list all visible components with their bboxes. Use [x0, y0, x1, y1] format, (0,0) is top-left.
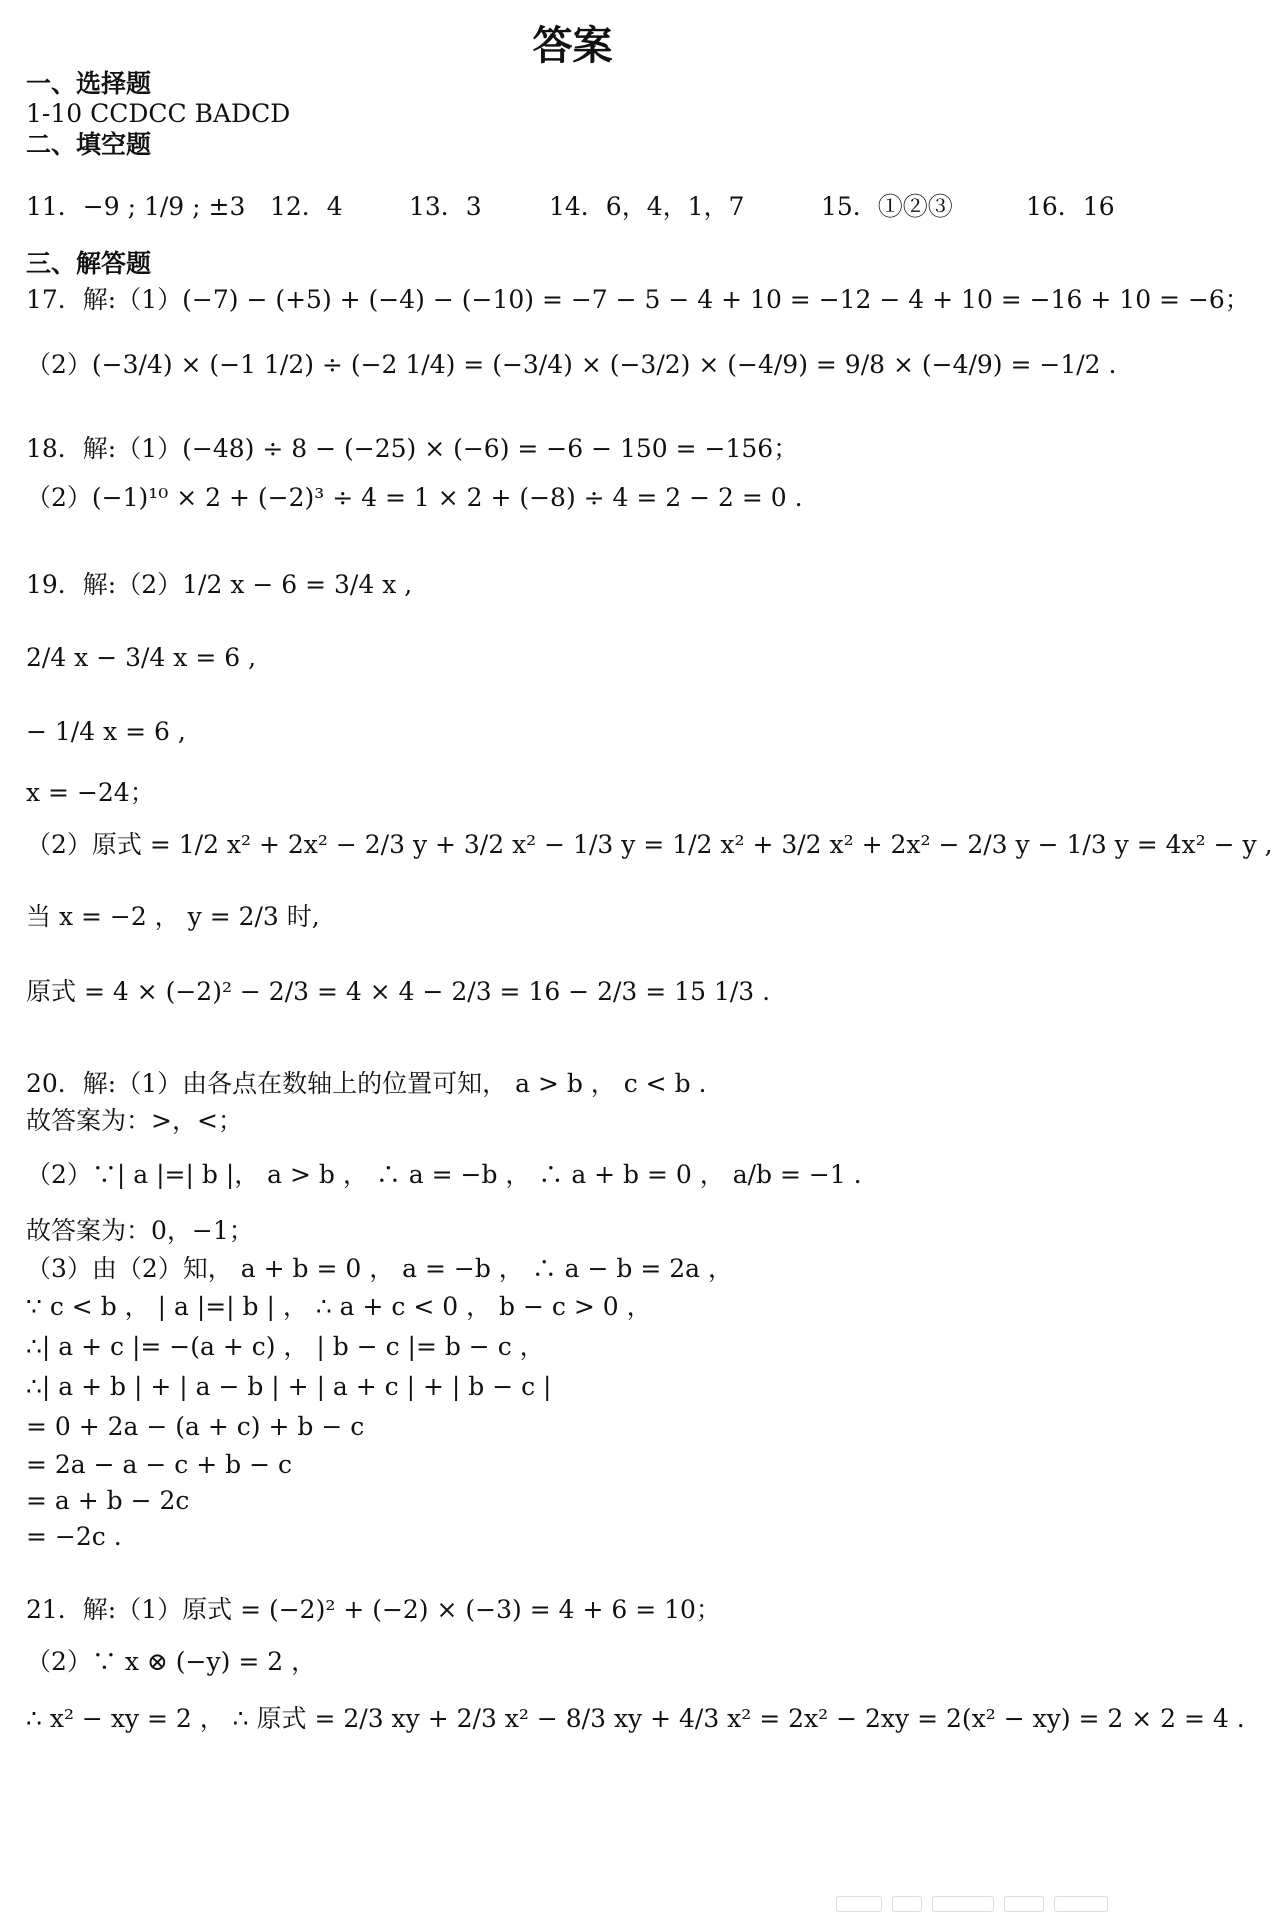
q21-line: 21．解:（1）原式 = (−2)² + (−2) × (−3) = 4 + 6 = 10； — [26, 1595, 721, 1624]
q20-line: （2）∵| a |=| b |， a > b ， ∴ a = −b ， ∴ a + b = 0 ， a/b = −1 . — [26, 1160, 862, 1189]
fill-item: 14．6，4，1，7 — [549, 192, 745, 221]
q20-line: = −2c . — [26, 1522, 122, 1551]
q20-line: = 2a − a − c + b − c — [26, 1450, 292, 1479]
multiple-choice-answers: 1-10 CCDCC BADCD — [26, 99, 291, 128]
section-heading-multiple-choice: 一、选择题 — [26, 69, 152, 98]
fill-item: 16．16 — [1026, 192, 1115, 221]
q18-line: 18．解:（1）(−48) ÷ 8 − (−25) × (−6) = −6 − 150 = −156； — [26, 434, 799, 463]
q19-line: 当 x = −2 ， y = 2/3 时, — [26, 902, 320, 931]
q19-line: 19．解:（2）1/2 x − 6 = 3/4 x , — [26, 570, 413, 599]
fill-item: 15．①②③ — [821, 192, 953, 221]
q17-line: 17．解:（1）(−7) − (+5) + (−4) − (−10) = −7 − 5 − 4 + 10 = −12 − 4 + 10 = −16 + 10 = −6； — [26, 285, 1250, 314]
q20-line: ∵ c < b ， | a |=| b | ， ∴ a + c < 0 ， b − c > 0 ， — [26, 1292, 652, 1321]
q20-line: （3）由（2）知， a + b = 0 ， a = −b ， ∴ a − b = 2a ， — [26, 1254, 734, 1283]
q21-line: ∴ x² − xy = 2 ， ∴ 原式 = 2/3 xy + 2/3 x² − 8/3 xy + 4/3 x² = 2x² − 2xy = 2(x² − xy) = 2 × 2 = 4 . — [26, 1704, 1245, 1733]
section-heading-solutions: 三、解答题 — [26, 249, 152, 278]
q19-line: 2/4 x − 3/4 x = 6 , — [26, 643, 257, 672]
q18-line: （2）(−1)¹⁰ × 2 + (−2)³ ÷ 4 = 1 × 2 + (−8) ÷ 4 = 2 − 2 = 0 . — [26, 483, 803, 512]
fill-item: 11．−9 ; 1/9 ; ±3 — [26, 192, 246, 221]
page-title: 答案 — [532, 22, 613, 69]
q20-line: ∴| a + b | + | a − b | + | a + c | + | b − c | — [26, 1372, 552, 1401]
q20-line: 20．解:（1）由各点在数轴上的位置可知， a > b ， c < b . — [26, 1069, 707, 1098]
q21-line: （2）∵ x ⊗ (−y) = 2 ， — [26, 1647, 317, 1676]
q20-line: = a + b − 2c — [26, 1486, 190, 1515]
q20-line: = 0 + 2a − (a + c) + b − c — [26, 1412, 365, 1441]
q20-line: 故答案为：0，−1； — [26, 1216, 254, 1245]
q19-line: 原式 = 4 × (−2)² − 2/3 = 4 × 4 − 2/3 = 16 − 2/3 = 15 1/3 . — [26, 977, 771, 1006]
q19-line: x = −24； — [26, 778, 155, 807]
fill-item: 13．3 — [409, 192, 482, 221]
q19-line: − 1/4 x = 6 , — [26, 717, 186, 746]
section-heading-fill-blank: 二、填空题 — [26, 130, 152, 159]
q20-line: 故答案为：>，<； — [26, 1106, 243, 1135]
q20-line: ∴| a + c |= −(a + c) ， | b − c |= b − c ， — [26, 1332, 545, 1361]
q19-line: （2）原式 = 1/2 x² + 2x² − 2/3 y + 3/2 x² − 1/3 y = 1/2 x² + 3/2 x² + 2x² − 2/3 y − 1/3 y = 4x² − y , — [26, 830, 1273, 859]
q17-line: （2）(−3/4) × (−1 1/2) ÷ (−2 1/4) = (−3/4) × (−3/2) × (−4/9) = 9/8 × (−4/9) = −1/2 . — [26, 350, 1117, 379]
fill-item: 12．4 — [270, 192, 343, 221]
watermark-decoration — [836, 1895, 1126, 1913]
